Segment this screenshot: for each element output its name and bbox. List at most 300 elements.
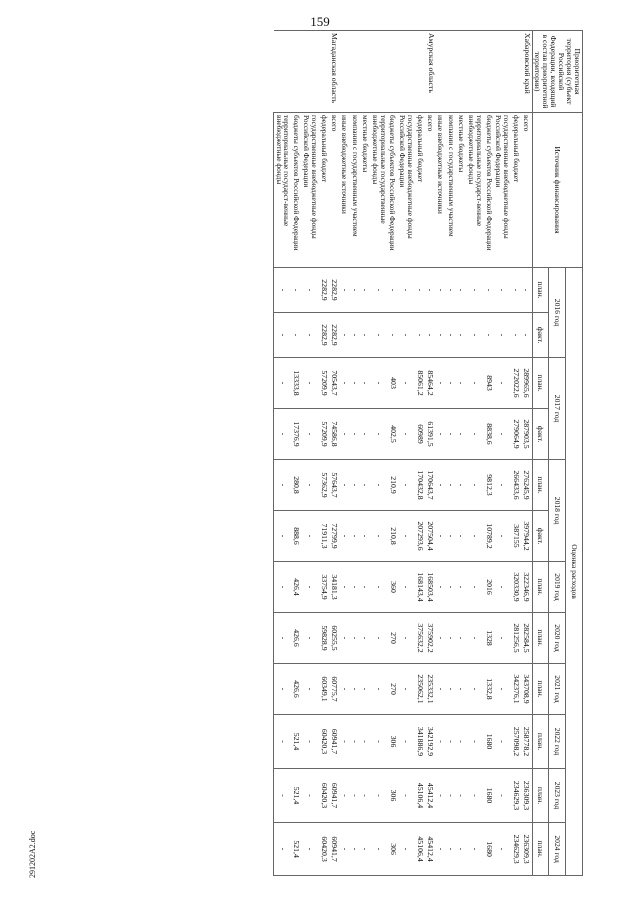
funding-source: всего <box>425 113 435 268</box>
funding-source: территориальные государст-венные внебюджетные фонды <box>274 113 291 268</box>
funding-source: государственные внебюджетные фонды Российской Федерации <box>398 113 415 268</box>
value-cell: 45106,4 <box>415 769 425 823</box>
subheader-2017-fact: факт. <box>532 409 549 460</box>
table-row <box>511 31 521 876</box>
value-cell: 387155 <box>511 511 521 562</box>
value-cell: - <box>360 562 370 613</box>
value-cell: - <box>370 715 387 769</box>
value-cell: - <box>370 664 387 715</box>
value-cell: - <box>446 613 456 664</box>
value-cell: - <box>435 460 445 511</box>
value-cell: - <box>456 562 466 613</box>
page-number: 159 <box>310 14 330 29</box>
funding-source: бюджеты субъектов Российской Федерации <box>291 113 301 268</box>
region-name: Амурская область <box>339 31 435 113</box>
value-cell: - <box>350 358 360 409</box>
value-cell: - <box>398 769 415 823</box>
value-cell: - <box>302 664 319 715</box>
funding-source: бюджеты субъектов Российской Федерации <box>387 113 397 268</box>
value-cell: 170432,8 <box>415 460 425 511</box>
value-cell: 306 <box>387 715 397 769</box>
value-cell: - <box>398 409 415 460</box>
year-2021-header: 2021 год <box>549 664 566 715</box>
value-cell: - <box>274 715 291 769</box>
value-cell: 320330,9 <box>511 562 521 613</box>
value-cell: - <box>339 823 349 876</box>
subheader-2021-plan: план. <box>532 664 549 715</box>
table-row <box>467 31 484 876</box>
year-2020-header: 2020 год <box>549 613 566 664</box>
source-column-header: Источник финансирования <box>532 113 582 268</box>
subheader-2016-plan: план. <box>532 268 549 313</box>
value-cell: - <box>467 460 484 511</box>
funding-source: местные бюджеты <box>360 113 370 268</box>
value-cell: 343708,9 <box>521 664 532 715</box>
value-cell: 85061,2 <box>415 358 425 409</box>
value-cell: - <box>370 613 387 664</box>
value-cell: - <box>456 460 466 511</box>
value-cell: - <box>467 664 484 715</box>
value-cell: - <box>494 715 511 769</box>
value-cell: - <box>467 613 484 664</box>
value-cell: 170643,7 <box>425 460 435 511</box>
value-cell: - <box>456 409 466 460</box>
value-cell: - <box>350 313 360 358</box>
value-cell: 34181,3 <box>329 562 339 613</box>
value-cell: - <box>446 268 456 313</box>
value-cell: 210,8 <box>387 511 397 562</box>
value-cell: 59828,9 <box>319 613 329 664</box>
value-cell: - <box>302 460 319 511</box>
value-cell: - <box>360 511 370 562</box>
value-cell: - <box>435 664 445 715</box>
value-cell: 521,4 <box>291 823 301 876</box>
funding-source: всего <box>521 113 532 268</box>
value-cell: - <box>274 664 291 715</box>
value-cell: 270 <box>387 613 397 664</box>
value-cell: 403 <box>387 358 397 409</box>
table-row <box>329 31 339 876</box>
subheader-2023-plan: план. <box>532 769 549 823</box>
value-cell: 282584,5 <box>521 613 532 664</box>
value-cell: 60349,1 <box>319 664 329 715</box>
value-cell: - <box>360 409 370 460</box>
value-cell: - <box>398 823 415 876</box>
value-cell: - <box>446 358 456 409</box>
table-row <box>291 31 301 876</box>
value-cell: - <box>494 511 511 562</box>
value-cell: - <box>456 823 466 876</box>
year-2024-header: 2024 год <box>549 823 566 876</box>
table-row <box>446 31 456 876</box>
value-cell: 236309,3 <box>521 769 532 823</box>
value-cell: - <box>446 769 456 823</box>
value-cell: - <box>467 511 484 562</box>
territory-column-header: Приоритетная территория (субъект Российской Федерации, входящий в состав приоритетной территории) <box>532 31 582 113</box>
value-cell: - <box>370 460 387 511</box>
value-cell: - <box>446 409 456 460</box>
value-cell: - <box>360 358 370 409</box>
value-cell: - <box>456 511 466 562</box>
value-cell: - <box>350 511 360 562</box>
value-cell: - <box>360 268 370 313</box>
value-cell: - <box>360 613 370 664</box>
value-cell: 426,4 <box>291 562 301 613</box>
value-cell: - <box>435 769 445 823</box>
value-cell: - <box>494 313 511 358</box>
region-name: Хабаровский край <box>435 31 532 113</box>
value-cell: 57643,7 <box>329 460 339 511</box>
year-2019-header: 2019 год <box>549 562 566 613</box>
value-cell: - <box>360 769 370 823</box>
value-cell: 266433,6 <box>511 460 521 511</box>
value-cell: - <box>339 313 349 358</box>
value-cell: - <box>415 268 425 313</box>
value-cell: - <box>446 562 456 613</box>
value-cell: - <box>302 769 319 823</box>
value-cell: - <box>511 268 521 313</box>
value-cell: - <box>274 268 291 313</box>
value-cell: - <box>467 358 484 409</box>
value-cell: 521,4 <box>291 715 301 769</box>
value-cell: - <box>425 313 435 358</box>
value-cell: 287903,5 <box>521 409 532 460</box>
funding-source: федеральный бюджет <box>319 113 329 268</box>
region-name: Магаданская область <box>274 31 339 113</box>
value-cell: 2282,9 <box>319 268 329 313</box>
value-cell: - <box>456 715 466 769</box>
value-cell: - <box>398 460 415 511</box>
value-cell: - <box>456 313 466 358</box>
table-row <box>398 31 415 876</box>
table-row <box>494 31 511 876</box>
value-cell: - <box>446 715 456 769</box>
estimate-header: Оценка расходов <box>566 268 583 876</box>
value-cell: - <box>511 313 521 358</box>
value-cell: - <box>398 664 415 715</box>
value-cell: 207504,4 <box>425 511 435 562</box>
value-cell: 235332,1 <box>425 664 435 715</box>
table-row <box>387 31 397 876</box>
value-cell: 72799,9 <box>329 511 339 562</box>
value-cell: - <box>274 613 291 664</box>
value-cell: - <box>435 562 445 613</box>
value-cell: - <box>350 769 360 823</box>
value-cell: 2282,9 <box>329 268 339 313</box>
value-cell: - <box>467 313 484 358</box>
value-cell: - <box>274 313 291 358</box>
value-cell: - <box>456 268 466 313</box>
value-cell: - <box>350 664 360 715</box>
value-cell: - <box>302 562 319 613</box>
funding-source: компании с государственным участием <box>350 113 360 268</box>
value-cell: 13333,8 <box>291 358 301 409</box>
value-cell: 2282,9 <box>319 313 329 358</box>
value-cell: - <box>350 268 360 313</box>
value-cell: - <box>339 769 349 823</box>
value-cell: - <box>456 358 466 409</box>
value-cell: - <box>521 313 532 358</box>
value-cell: 360 <box>387 562 397 613</box>
value-cell: - <box>398 511 415 562</box>
expenditure-table <box>273 30 583 876</box>
year-2018-header: 2018 год <box>549 460 566 562</box>
value-cell: - <box>446 460 456 511</box>
value-cell: - <box>494 769 511 823</box>
value-cell: - <box>339 358 349 409</box>
value-cell: 397944,2 <box>521 511 532 562</box>
table-row <box>360 31 370 876</box>
value-cell: - <box>339 562 349 613</box>
value-cell: - <box>360 460 370 511</box>
value-cell: - <box>467 562 484 613</box>
value-cell: 70543,7 <box>329 358 339 409</box>
value-cell: - <box>494 268 511 313</box>
value-cell: 45412,4 <box>425 769 435 823</box>
table-header <box>532 31 582 876</box>
value-cell: 2282,9 <box>329 313 339 358</box>
subheader-2016-fact: факт. <box>532 313 549 358</box>
value-cell: 2016 <box>484 562 494 613</box>
value-cell: - <box>398 358 415 409</box>
value-cell: - <box>484 313 494 358</box>
table-row <box>415 31 425 876</box>
value-cell: 322346,9 <box>521 562 532 613</box>
value-cell: 8943 <box>484 358 494 409</box>
value-cell: - <box>446 313 456 358</box>
value-cell: - <box>494 613 511 664</box>
funding-source: иные внебюджетные источники <box>339 113 349 268</box>
value-cell: 60941,7 <box>329 715 339 769</box>
value-cell: - <box>339 268 349 313</box>
funding-source: бюджеты субъектов Российской Федерации <box>484 113 494 268</box>
value-cell: - <box>435 358 445 409</box>
subheader-2018-plan: план. <box>532 460 549 511</box>
value-cell: - <box>467 715 484 769</box>
value-cell: 57209,9 <box>319 409 329 460</box>
value-cell: - <box>446 511 456 562</box>
subheader-2017-plan: план. <box>532 358 549 409</box>
value-cell: - <box>339 511 349 562</box>
value-cell: - <box>398 715 415 769</box>
value-cell: - <box>291 313 301 358</box>
value-cell: 60775,7 <box>329 664 339 715</box>
value-cell: - <box>274 769 291 823</box>
value-cell: 1680 <box>484 823 494 876</box>
value-cell: 9812,3 <box>484 460 494 511</box>
value-cell: - <box>494 562 511 613</box>
value-cell: 85464,2 <box>425 358 435 409</box>
value-cell: 1332,8 <box>484 664 494 715</box>
value-cell: 888,6 <box>291 511 301 562</box>
footer-filename: 291202A2.doc <box>28 830 37 878</box>
value-cell: - <box>302 409 319 460</box>
value-cell: - <box>302 511 319 562</box>
value-cell: - <box>274 562 291 613</box>
value-cell: - <box>456 613 466 664</box>
value-cell: - <box>494 460 511 511</box>
funding-source: федеральный бюджет <box>415 113 425 268</box>
value-cell: - <box>302 313 319 358</box>
value-cell: - <box>302 715 319 769</box>
value-cell: - <box>398 268 415 313</box>
value-cell: 402,5 <box>387 409 397 460</box>
funding-source: государственные внебюджетные фонды Российской Федерации <box>494 113 511 268</box>
value-cell: - <box>302 823 319 876</box>
value-cell: 258778,2 <box>521 715 532 769</box>
value-cell: - <box>446 823 456 876</box>
value-cell: 45106,4 <box>415 823 425 876</box>
value-cell: - <box>350 715 360 769</box>
value-cell: 61391,5 <box>425 409 435 460</box>
value-cell: - <box>302 358 319 409</box>
value-cell: - <box>339 664 349 715</box>
value-cell: 57209,9 <box>319 358 329 409</box>
value-cell: - <box>302 613 319 664</box>
table-row <box>302 31 319 876</box>
value-cell: - <box>370 409 387 460</box>
value-cell: - <box>494 664 511 715</box>
value-cell: - <box>521 268 532 313</box>
table-body <box>274 31 532 876</box>
value-cell: 375902,2 <box>425 613 435 664</box>
value-cell: - <box>350 562 360 613</box>
value-cell: 235062,1 <box>415 664 425 715</box>
value-cell: - <box>339 715 349 769</box>
value-cell: 57362,9 <box>319 460 329 511</box>
value-cell: - <box>370 511 387 562</box>
value-cell: 74586,8 <box>329 409 339 460</box>
table-row <box>456 31 466 876</box>
funding-source: федеральный бюджет <box>511 113 521 268</box>
value-cell: - <box>435 313 445 358</box>
value-cell: - <box>339 409 349 460</box>
value-cell: - <box>435 613 445 664</box>
value-cell: 279064,9 <box>511 409 521 460</box>
value-cell: 60420,3 <box>319 823 329 876</box>
year-2016-header: 2016 год <box>549 268 566 358</box>
value-cell: 168503,4 <box>425 562 435 613</box>
year-2023-header: 2023 год <box>549 769 566 823</box>
value-cell: - <box>435 268 445 313</box>
value-cell: - <box>360 664 370 715</box>
value-cell: - <box>350 613 360 664</box>
value-cell: 207293,6 <box>415 511 425 562</box>
value-cell: - <box>435 511 445 562</box>
value-cell: - <box>494 823 511 876</box>
value-cell: - <box>425 268 435 313</box>
value-cell: - <box>350 823 360 876</box>
value-cell: - <box>360 313 370 358</box>
value-cell: 236309,3 <box>521 823 532 876</box>
value-cell: - <box>467 268 484 313</box>
value-cell: 1680 <box>484 715 494 769</box>
value-cell: 234629,3 <box>511 823 521 876</box>
funding-source: всего <box>329 113 339 268</box>
value-cell: - <box>387 313 397 358</box>
value-cell: - <box>398 562 415 613</box>
value-cell: - <box>494 409 511 460</box>
table-row <box>319 31 329 876</box>
funding-source: местные бюджеты <box>456 113 466 268</box>
table-row <box>370 31 387 876</box>
value-cell: - <box>435 409 445 460</box>
value-cell: 60255,5 <box>329 613 339 664</box>
value-cell: 276245,9 <box>521 460 532 511</box>
value-cell: - <box>398 613 415 664</box>
table-row <box>521 31 532 876</box>
table-row <box>425 31 435 876</box>
value-cell: - <box>435 715 445 769</box>
value-cell: 168143,4 <box>415 562 425 613</box>
subheader-2019-plan: план. <box>532 562 549 613</box>
table-row <box>350 31 360 876</box>
table-row <box>484 31 494 876</box>
value-cell: - <box>370 823 387 876</box>
value-cell: - <box>456 664 466 715</box>
value-cell: - <box>370 313 387 358</box>
value-cell: - <box>350 460 360 511</box>
value-cell: 60989 <box>415 409 425 460</box>
value-cell: - <box>274 460 291 511</box>
value-cell: 521,4 <box>291 769 301 823</box>
table-row <box>274 31 291 876</box>
subheader-2022-plan: план. <box>532 715 549 769</box>
value-cell: - <box>387 268 397 313</box>
value-cell: 270 <box>387 664 397 715</box>
value-cell: 306 <box>387 769 397 823</box>
value-cell: - <box>467 823 484 876</box>
value-cell: - <box>494 358 511 409</box>
value-cell: - <box>446 664 456 715</box>
value-cell: 341886,9 <box>415 715 425 769</box>
subheader-2024-plan: план. <box>532 823 549 876</box>
subheader-2018-fact: факт. <box>532 511 549 562</box>
funding-source: государственные внебюджетные фонды Российской Федерации <box>302 113 319 268</box>
value-cell: 306 <box>387 823 397 876</box>
funding-source: иные внебюджетные источники <box>435 113 445 268</box>
value-cell: - <box>274 358 291 409</box>
value-cell: 342376,1 <box>511 664 521 715</box>
value-cell: - <box>350 409 360 460</box>
value-cell: - <box>274 409 291 460</box>
value-cell: - <box>467 769 484 823</box>
year-2017-header: 2017 год <box>549 358 566 460</box>
funding-source: территориальные государственные внебюджетные фонды <box>370 113 387 268</box>
value-cell: - <box>360 823 370 876</box>
funding-source: компании с государственным участием <box>446 113 456 268</box>
value-cell: 289965,6 <box>521 358 532 409</box>
value-cell: 1328 <box>484 613 494 664</box>
value-cell: - <box>274 823 291 876</box>
value-cell: 71911,3 <box>319 511 329 562</box>
table-row <box>339 31 349 876</box>
value-cell: 426,6 <box>291 664 301 715</box>
value-cell: 210,9 <box>387 460 397 511</box>
value-cell: 280,8 <box>291 460 301 511</box>
value-cell: 60941,7 <box>329 823 339 876</box>
subheader-2020-plan: план. <box>532 613 549 664</box>
value-cell: 426,6 <box>291 613 301 664</box>
value-cell: - <box>291 268 301 313</box>
table-row <box>435 31 445 876</box>
value-cell: 45412,4 <box>425 823 435 876</box>
value-cell: - <box>339 613 349 664</box>
value-cell: 1680 <box>484 769 494 823</box>
value-cell: 33754,9 <box>319 562 329 613</box>
value-cell: 10789,2 <box>484 511 494 562</box>
value-cell: 60941,7 <box>329 769 339 823</box>
